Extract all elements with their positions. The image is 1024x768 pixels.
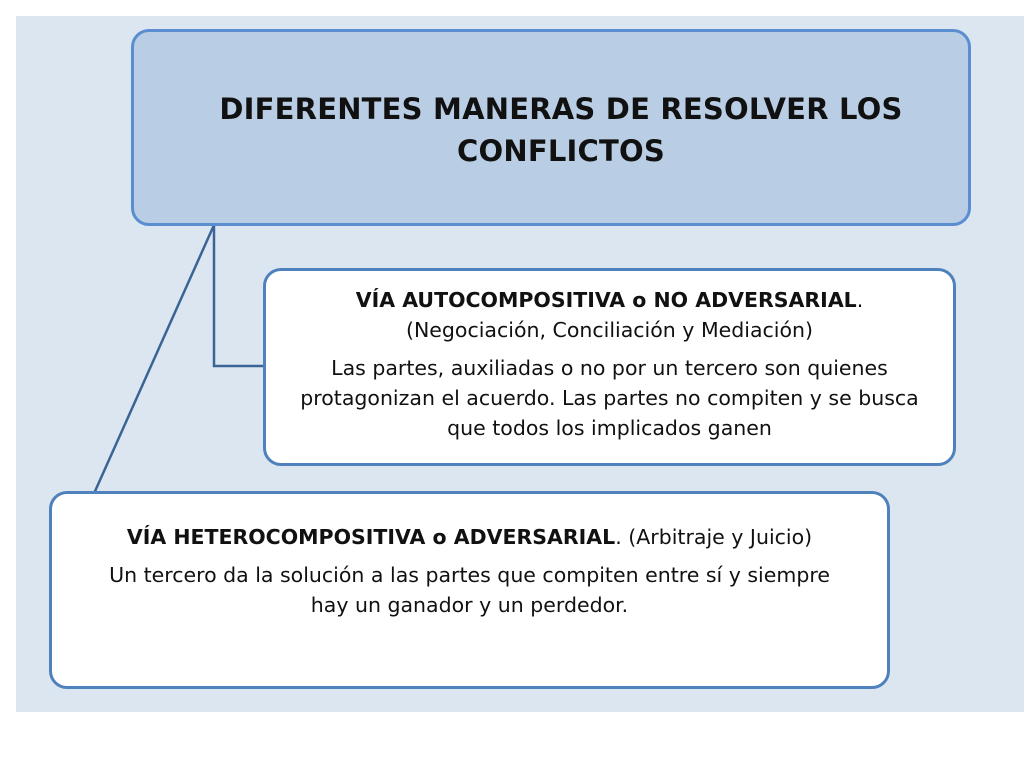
heterocompositiva-description: Un tercero da la solución a las partes que compiten entre sí y siempre hay un ganador y un perdedor. xyxy=(109,563,830,617)
autocompositiva-methods: (Negociación, Conciliación y Mediación) xyxy=(405,318,814,342)
autocompositiva-description: Las partes, auxiliadas o no por un tercero son quienes protagonizan el acuerdo. Las partes no compiten y se busca que todos los implicados ganen xyxy=(300,356,919,440)
connector-to-autocompositiva xyxy=(214,225,263,366)
heterocompositiva-box xyxy=(49,491,890,689)
heterocompositiva-heading-suffix: . (Arbitraje y Juicio) xyxy=(615,525,813,549)
autocompositiva-heading: VÍA AUTOCOMPOSITIVA o NO ADVERSARIAL xyxy=(355,288,857,312)
autocompositiva-heading-suffix: . xyxy=(856,288,864,312)
autocompositiva-box xyxy=(263,268,956,466)
heterocompositiva-heading-line xyxy=(92,522,847,552)
diagram-title: DIFERENTES MANERAS DE RESOLVER LOS CONFLICTOS xyxy=(219,92,903,168)
title-box xyxy=(131,29,971,226)
autocompositiva-heading-line xyxy=(288,285,931,345)
heterocompositiva-heading: VÍA HETEROCOMPOSITIVA o ADVERSARIAL xyxy=(126,525,616,549)
